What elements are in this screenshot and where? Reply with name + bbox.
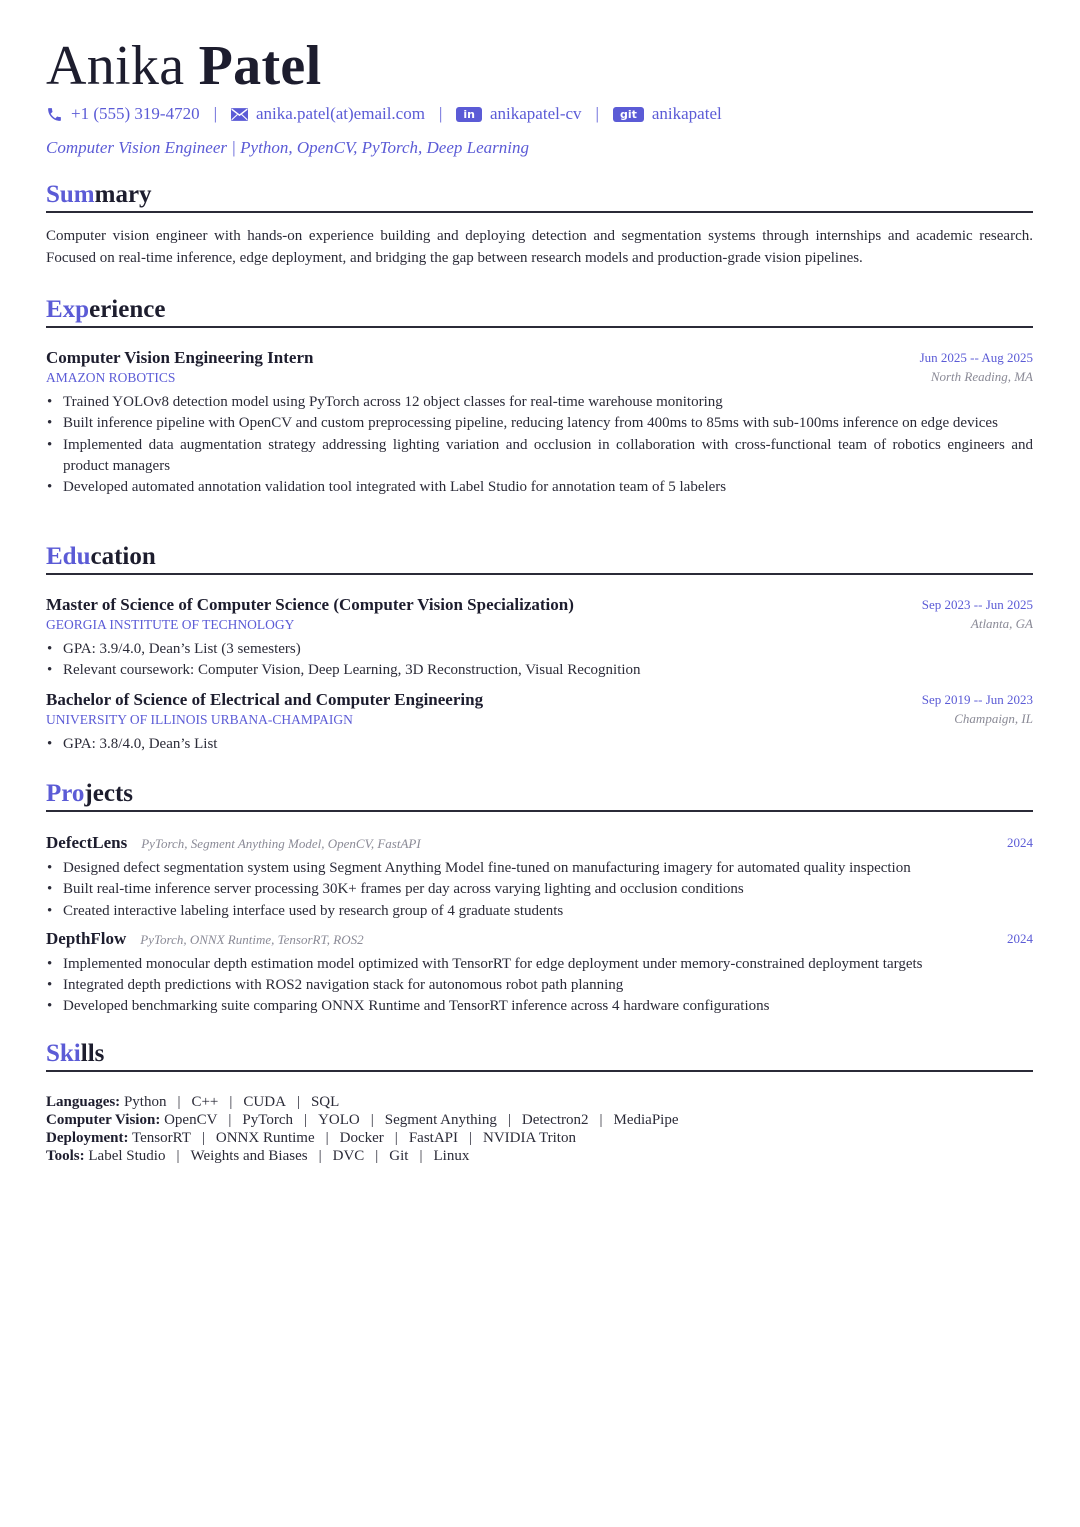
skill-item: YOLO bbox=[318, 1112, 360, 1128]
skills-list bbox=[46, 1093, 1033, 1165]
list-item: • Trained YOLOv8 detection model using PyTorch across 12 object classes for real-time warehouse monitoring bbox=[46, 392, 1033, 413]
list-item: • Designed defect segmentation system using Segment Anything Model fine-tuned on manufacturing imagery for automated quality inspection bbox=[46, 858, 1033, 879]
skill-item: Detectron2 bbox=[521, 1112, 589, 1128]
skill-item: CUDA bbox=[243, 1094, 286, 1110]
skill-separator: | bbox=[325, 1130, 329, 1146]
skill-category: Deployment: bbox=[46, 1130, 129, 1146]
email-link[interactable]: anika.patel(at)email.com bbox=[255, 104, 425, 123]
phone-icon bbox=[46, 106, 63, 123]
project-tech: PyTorch, Segment Anything Model, OpenCV, FastAPI bbox=[141, 836, 421, 851]
company-name: AMAZON ROBOTICS bbox=[46, 370, 176, 385]
project-entry bbox=[46, 929, 1033, 1018]
section-title bbox=[46, 778, 1033, 812]
list-item: • Created interactive labeling interface used by research group of 4 graduate students bbox=[46, 901, 1033, 922]
section-title-accent: Pro bbox=[46, 780, 85, 807]
skill-separator: | bbox=[201, 1130, 205, 1146]
education-entry bbox=[46, 690, 1033, 755]
summary-section bbox=[46, 179, 1033, 269]
skill-separator: | bbox=[229, 1094, 233, 1110]
skill-separator: | bbox=[507, 1112, 511, 1128]
projects-section bbox=[46, 778, 1033, 1018]
contact-separator: | bbox=[438, 104, 443, 123]
list-item: • Developed automated annotation validation tool integrated with Label Studio for annotation team of 5 labelers bbox=[46, 477, 1033, 498]
skills-section bbox=[46, 1038, 1033, 1165]
skill-item: Label Studio bbox=[88, 1148, 166, 1164]
project-title bbox=[46, 929, 364, 950]
first-name: Anika bbox=[46, 35, 185, 97]
skill-item: OpenCV bbox=[164, 1112, 218, 1128]
degree-title: Bachelor of Science of Electrical and Computer Engineering bbox=[46, 689, 484, 709]
section-title bbox=[46, 1038, 1033, 1072]
skill-category: Tools: bbox=[46, 1148, 85, 1164]
skill-separator: | bbox=[469, 1130, 473, 1146]
skill-item: Git bbox=[389, 1148, 409, 1164]
skill-item: Linux bbox=[433, 1148, 470, 1164]
github-link[interactable]: anikapatel bbox=[651, 104, 722, 123]
list-item: • Implemented data augmentation strategy addressing lighting variation and occlusion in collaboration with cross-functional team of robotics engineers and product managers bbox=[46, 435, 1033, 478]
job-bullets bbox=[46, 392, 1033, 498]
envelope-icon bbox=[231, 108, 248, 121]
skill-separator: | bbox=[318, 1148, 322, 1164]
section-title bbox=[46, 294, 1033, 328]
skill-item: Docker bbox=[339, 1130, 384, 1146]
skill-separator: | bbox=[419, 1148, 423, 1164]
skill-separator: | bbox=[176, 1148, 180, 1164]
skill-separator: | bbox=[296, 1094, 300, 1110]
list-item: • Implemented monocular depth estimation model optimized with TensorRT for edge deployment under memory-constrained deployment targets bbox=[46, 954, 1033, 975]
skill-category: Languages: bbox=[46, 1094, 121, 1110]
skill-row bbox=[46, 1111, 1033, 1129]
school-location: Champaign, IL bbox=[954, 710, 1033, 726]
github-icon: git bbox=[613, 107, 644, 122]
project-year: 2024 bbox=[1007, 930, 1033, 946]
section-title-accent: Ski bbox=[46, 1040, 81, 1067]
project-entry bbox=[46, 833, 1033, 922]
school-name: UNIVERSITY OF ILLINOIS URBANA-CHAMPAIGN bbox=[46, 711, 353, 727]
skill-separator: | bbox=[228, 1112, 232, 1128]
skill-separator: | bbox=[375, 1148, 379, 1164]
skill-item: C++ bbox=[191, 1094, 219, 1110]
skill-separator: | bbox=[599, 1112, 603, 1128]
skill-item: PyTorch bbox=[242, 1112, 294, 1128]
degree-bullets bbox=[46, 639, 1033, 682]
skill-row bbox=[46, 1147, 1033, 1165]
job-title: Computer Vision Engineering Intern bbox=[46, 348, 314, 367]
education-section bbox=[46, 541, 1033, 755]
list-item: • Built real-time inference server processing 30K+ frames per day across varying lighting and occlusion conditions bbox=[46, 879, 1033, 900]
contact-separator: | bbox=[595, 104, 599, 123]
project-name: DefectLens bbox=[46, 833, 128, 852]
skill-item: Python bbox=[123, 1094, 167, 1110]
list-item: • GPA: 3.8/4.0, Dean’s List bbox=[46, 734, 1033, 755]
contact-line bbox=[46, 102, 722, 126]
skill-item: NVIDIA Triton bbox=[483, 1130, 576, 1146]
skill-separator: | bbox=[394, 1130, 398, 1146]
skill-item: Weights and Biases bbox=[190, 1148, 308, 1164]
degree-title: Master of Science of Computer Science (Computer Vision Specialization) bbox=[46, 595, 574, 614]
experience-section bbox=[46, 294, 1033, 498]
skill-item: SQL bbox=[310, 1094, 340, 1110]
list-item: • Integrated depth predictions with ROS2 navigation stack for autonomous robot path planning bbox=[46, 975, 1033, 996]
experience-entry bbox=[46, 348, 1033, 498]
list-item: • Built inference pipeline with OpenCV and custom preprocessing pipeline, reducing latency from 400ms to 85ms with sub-100ms inference on edge devices bbox=[46, 413, 1033, 434]
skill-item: Segment Anything bbox=[384, 1112, 497, 1128]
tagline: Computer Vision Engineer | Python, OpenCV, PyTorch, Deep Learning bbox=[46, 138, 529, 157]
project-tech: PyTorch, ONNX Runtime, TensorRT, ROS2 bbox=[140, 931, 364, 947]
section-title-rest: lls bbox=[80, 1040, 105, 1067]
project-bullets bbox=[46, 858, 1033, 922]
section-title-rest: mary bbox=[94, 181, 152, 208]
last-name: Patel bbox=[198, 35, 322, 97]
list-item: • Relevant coursework: Computer Vision, Deep Learning, 3D Reconstruction, Visual Recognition bbox=[46, 660, 1033, 681]
project-title bbox=[46, 833, 421, 854]
list-item: • Developed benchmarking suite comparing ONNX Runtime and TensorRT inference across 4 hardware configurations bbox=[46, 996, 1033, 1017]
job-location: North Reading, MA bbox=[930, 369, 1033, 384]
skill-item: DVC bbox=[332, 1148, 365, 1164]
linkedin-icon: in bbox=[456, 107, 482, 122]
job-date: Jun 2025 -- Aug 2025 bbox=[919, 350, 1033, 365]
project-name: DepthFlow bbox=[46, 928, 127, 948]
skill-separator: | bbox=[370, 1112, 374, 1128]
contact-separator: | bbox=[213, 104, 217, 123]
list-item: • GPA: 3.9/4.0, Dean’s List (3 semesters) bbox=[46, 639, 1033, 660]
section-title-rest: cation bbox=[90, 543, 156, 570]
skill-separator: | bbox=[304, 1112, 308, 1128]
school-name: GEORGIA INSTITUTE OF TECHNOLOGY bbox=[46, 617, 295, 632]
skill-row bbox=[46, 1129, 1033, 1147]
section-title-rest: erience bbox=[89, 296, 166, 323]
candidate-name bbox=[46, 30, 321, 102]
phone-link[interactable]: +1 (555) 319-4720 bbox=[71, 104, 200, 123]
linkedin-link[interactable]: anikapatel-cv bbox=[489, 104, 582, 123]
skill-item: ONNX Runtime bbox=[215, 1130, 315, 1146]
education-entry bbox=[46, 595, 1033, 682]
project-year: 2024 bbox=[1007, 835, 1033, 850]
degree-date: Sep 2019 -- Jun 2023 bbox=[921, 691, 1033, 707]
skill-item: MediaPipe bbox=[613, 1112, 679, 1128]
skill-row bbox=[46, 1093, 1033, 1111]
skill-separator: | bbox=[177, 1094, 181, 1110]
project-bullets bbox=[46, 954, 1033, 1018]
skill-category: Computer Vision: bbox=[46, 1112, 161, 1128]
summary-text: Computer vision engineer with hands-on experience building and deploying detection and segmentation systems through internships and academic research. Focused on real-time inference, edge deployment, and bridging the gap between research models and production-grade vision pipelines. bbox=[46, 228, 1033, 266]
section-title-accent: Sum bbox=[46, 181, 95, 208]
section-title-accent: Exp bbox=[46, 296, 90, 323]
skill-item: TensorRT bbox=[131, 1130, 191, 1146]
section-title bbox=[46, 179, 1033, 213]
section-title-accent: Edu bbox=[46, 543, 91, 570]
degree-bullets bbox=[46, 734, 1033, 755]
section-title bbox=[46, 541, 1033, 575]
degree-date: Sep 2023 -- Jun 2025 bbox=[921, 597, 1033, 612]
skill-item: FastAPI bbox=[408, 1130, 458, 1146]
section-title-rest: jects bbox=[84, 780, 133, 807]
school-location: Atlanta, GA bbox=[970, 616, 1033, 631]
